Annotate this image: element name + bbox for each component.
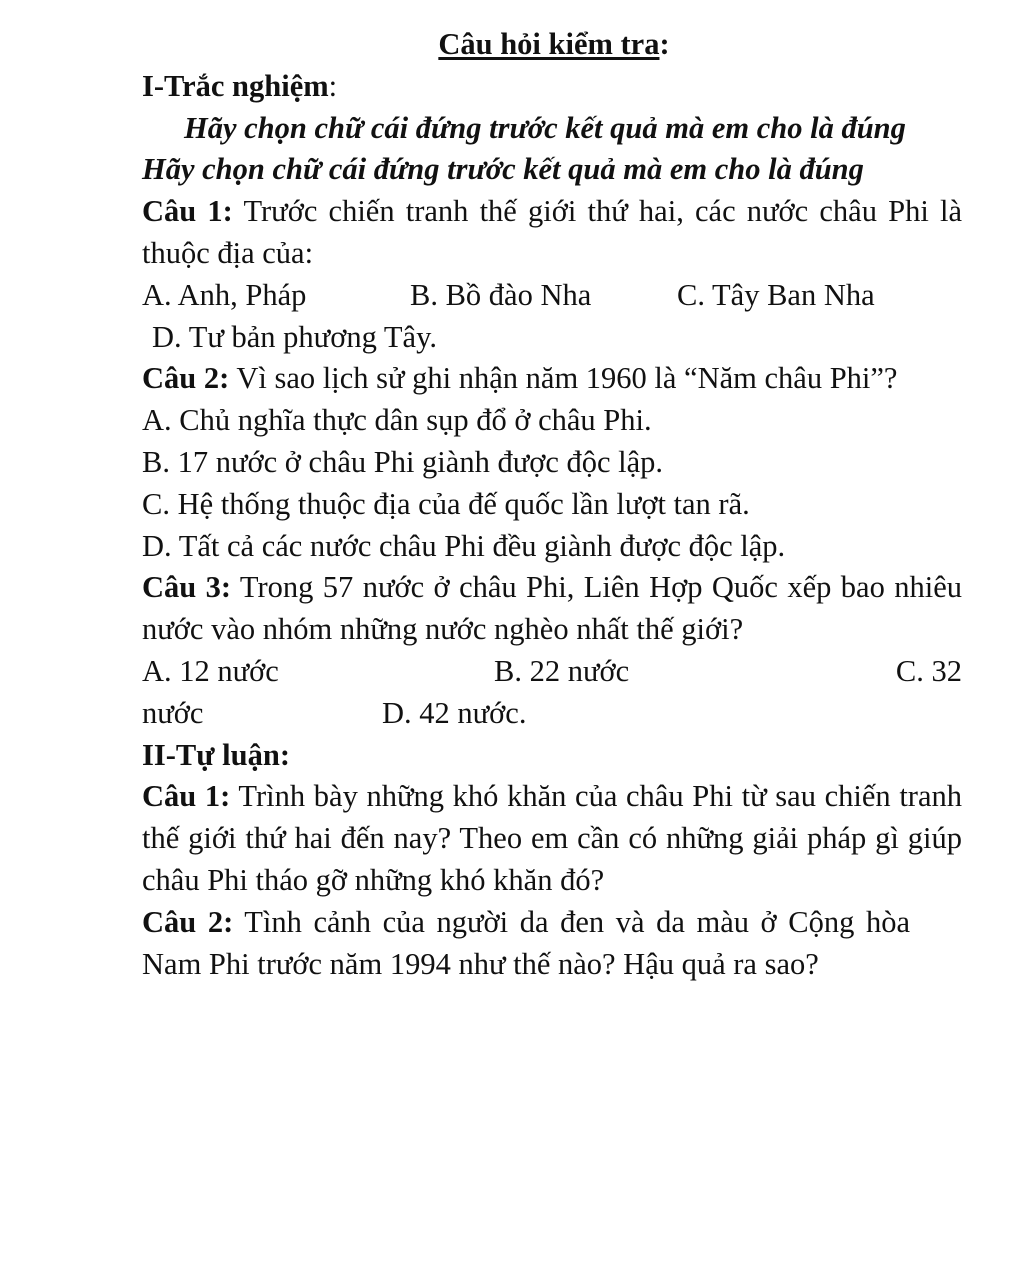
mc-question-1-label: Câu 1:: [142, 194, 233, 229]
mc-question-2-label: Câu 2:: [142, 361, 230, 396]
mc-q2-option-c[interactable]: C. Hệ thống thuộc địa của đế quốc lần lượt tan rã.: [142, 486, 750, 521]
essay-question-2: [142, 902, 962, 986]
mc-q3-option-d[interactable]: D. 42 nước.: [382, 695, 527, 730]
mc-question-1-text: Trước chiến tranh thế giới thứ hai, các nước châu Phi là thuộc địa của:: [142, 194, 962, 270]
instruction-2: Hãy chọn chữ cái đứng trước kết quả mà em cho là đúng: [142, 152, 864, 187]
mc-q2-option-a[interactable]: A. Chủ nghĩa thực dân sụp đổ ở châu Phi.: [142, 403, 652, 438]
title-text: Câu hỏi kiểm tra: [438, 27, 660, 61]
essay-question-2-text: Tình cảnh của người da đen và da màu ở Cộng hòa Nam Phi trước năm 1994 như thế nào? Hậu quả ra sao?: [142, 904, 910, 981]
mc-question-3-options-row-2: [142, 693, 962, 735]
page-title: [142, 24, 962, 66]
mc-question-1-options-row: [142, 275, 962, 317]
mc-question-3-label: Câu 3:: [142, 570, 232, 605]
mc-question-3-options-row: [142, 651, 962, 693]
mc-q3-option-b[interactable]: B. 22 nước: [494, 653, 630, 688]
essay-question-1-text: Trình bày những khó khăn của châu Phi từ sau chiến tranh thế giới thứ hai đến nay? Theo em cần có những giải pháp gì giúp châu Phi tháo gỡ những khó khăn đó?: [142, 779, 962, 897]
mc-q2-option-b[interactable]: B. 17 nước ở châu Phi giành được độc lập.: [142, 444, 664, 479]
mc-q1-option-a[interactable]: A. Anh, Pháp: [142, 277, 307, 312]
section-essay-heading: II-Tự luận:: [142, 737, 290, 772]
mc-q1-option-d[interactable]: D. Tư bản phương Tây.: [152, 319, 437, 354]
mc-q1-option-b[interactable]: B. Bồ đào Nha: [410, 277, 592, 312]
mc-question-3-text: Trong 57 nước ở châu Phi, Liên Hợp Quốc xếp bao nhiêu nước vào nhóm những nước nghèo nhất thế giới?: [142, 570, 962, 647]
mc-q3-option-c[interactable]: C. 32: [895, 653, 962, 688]
section-multiple-choice-heading: [142, 66, 962, 108]
mc-q1-option-c[interactable]: C. Tây Ban Nha: [677, 277, 875, 312]
essay-question-2-label: Câu 2:: [142, 904, 234, 939]
essay-question-1-label: Câu 1:: [142, 779, 231, 814]
mc-question-3: [142, 567, 962, 651]
section1-colon: :: [328, 68, 338, 103]
mc-q3-option-a[interactable]: A. 12 nước: [142, 653, 279, 688]
mc-q3-option-c-continued: nước: [142, 695, 204, 730]
mc-question-2: [142, 358, 962, 400]
mc-question-1: [142, 191, 962, 275]
title-colon: :: [659, 27, 670, 61]
section1-heading-text: I-Trắc nghiệm: [142, 68, 329, 103]
essay-question-1: [142, 776, 962, 901]
mc-q2-option-d[interactable]: D. Tất cả các nước châu Phi đều giành được độc lập.: [142, 528, 786, 563]
instruction-1: Hãy chọn chữ cái đứng trước kết quả mà em cho là đúng: [184, 110, 906, 145]
mc-question-2-text: Vì sao lịch sử ghi nhận năm 1960 là “Năm châu Phi”?: [229, 361, 898, 396]
